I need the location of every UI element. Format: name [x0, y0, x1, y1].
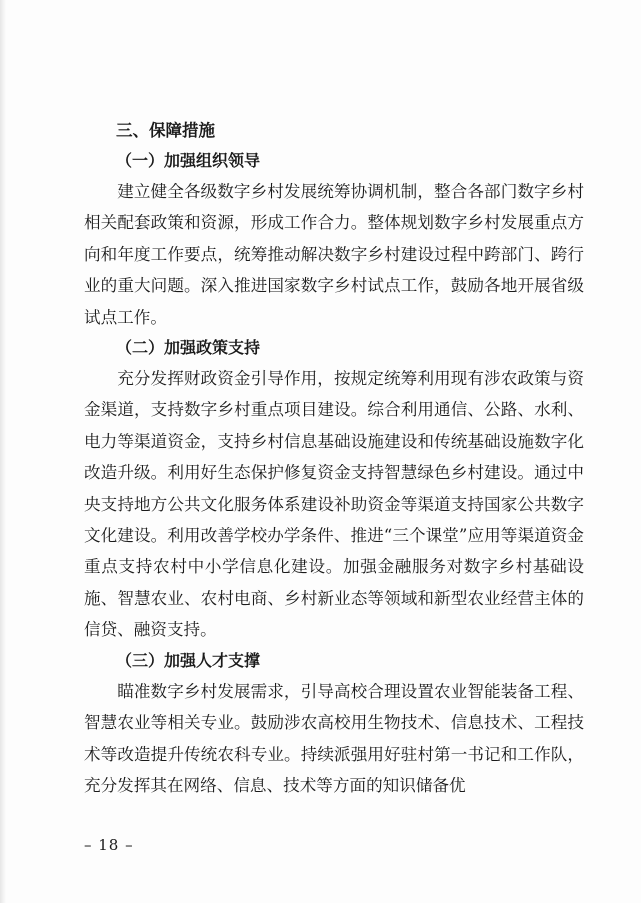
page-number: – 18 –	[84, 836, 134, 854]
subsection-paragraph-3: 瞄准数字乡村发展需求，引导高校合理设置农业智能装备工程、智慧农业等相关专业。鼓励涉农高校用生物技术、信息技术、工程技术等改造提升传统农科专业。持续派强用好驻村第一书记和工作队，充分发挥其在网络、信息、技术等方面的知识储备优	[84, 681, 584, 795]
section-title: 三、保障措施	[116, 121, 215, 140]
page-edge-shadow	[0, 0, 6, 903]
document-body	[84, 116, 584, 801]
subsection-heading-2: （二）加强政策支持	[116, 338, 261, 358]
subsection-heading-3: （三）加强人才支撑	[116, 650, 261, 670]
subsection-heading-1: （一）加强组织领导	[116, 151, 261, 170]
subsection-paragraph-2: 充分发挥财政资金引导作用，按规定统筹利用现有涉农政策与资金渠道，支持数字乡村重点项目建设。综合利用通信、公路、水利、电力等渠道资金，支持乡村信息基础设施建设和传统基础设施数字化改造升级。利用好生态保护修复资金支持智慧绿色乡村建设。通过中央支持地方公共文化服务体系建设补助资金等渠道支持国家公共数字文化建设。利用改善学校办学条件、推进“三个课堂”应用等渠道资金重点支持农村中小学信息化建设。加强金融服务对数字乡村基础设施、智慧农业、农村电商、乡村新业态等领域和新型农业经营主体的信贷、融资支持。	[84, 369, 584, 640]
subsection-paragraph-1: 建立健全各级数字乡村发展统筹协调机制，整合各部门数字乡村相关配套政策和资源，形成工作合力。整体规划数字乡村发展重点方向和年度工作要点，统筹推动解决数字乡村建设过程中跨部门、跨行业的重大问题。深入推进国家数字乡村试点工作，鼓励各地开展省级试点工作。	[84, 182, 584, 327]
